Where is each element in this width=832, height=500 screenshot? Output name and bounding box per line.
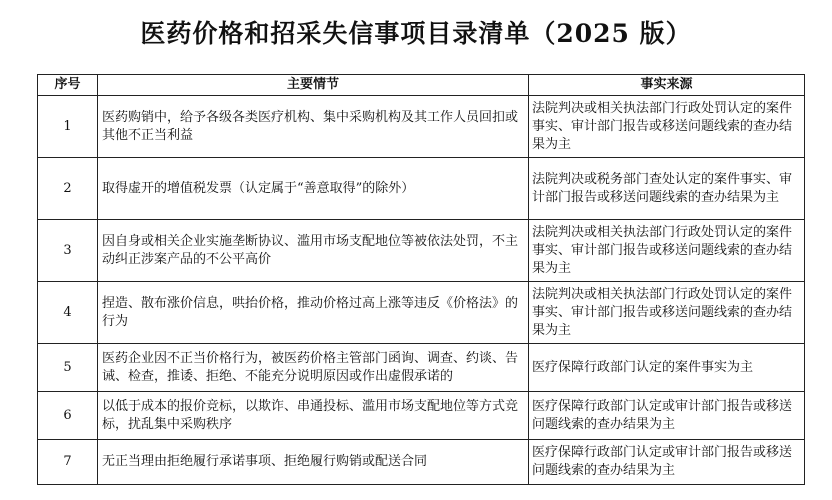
- row-main-plot: 捏造、散布涨价信息，哄抬价格，推动价格过高上涨等违反《价格法》的行为: [98, 282, 529, 344]
- page-title: 医药价格和招采失信事项目录清单（2025 版）: [140, 19, 692, 48]
- row-fact-source: 医疗保障行政部门认定的案件事实为主: [529, 344, 805, 392]
- row-fact-source: 医疗保障行政部门认定或审计部门报告或移送问题线索的查办结果为主: [529, 392, 805, 440]
- table-header-row: [38, 75, 805, 96]
- row-number: 3: [38, 220, 98, 282]
- table-row: [38, 440, 805, 485]
- row-number: 2: [38, 158, 98, 220]
- row-number: 6: [38, 392, 98, 440]
- row-number: 1: [38, 96, 98, 158]
- row-main-plot: 以低于成本的报价竞标，以欺诈、串通投标、滥用市场支配地位等方式竞标，扰乱集中采购秩序: [98, 392, 529, 440]
- row-fact-source: 法院判决或相关执法部门行政处罚认定的案件事实、审计部门报告或移送问题线索的查办结果为主: [529, 282, 805, 344]
- table-row: [38, 344, 805, 392]
- row-number: 5: [38, 344, 98, 392]
- table-row: [38, 96, 805, 158]
- header-no: 序号: [38, 75, 98, 96]
- row-fact-source: 法院判决或相关执法部门行政处罚认定的案件事实、审计部门报告或移送问题线索的查办结果为主: [529, 220, 805, 282]
- table-row: [38, 220, 805, 282]
- header-fact-source: 事实来源: [529, 75, 805, 96]
- row-fact-source: 法院判决或税务部门查处认定的案件事实、审计部门报告或移送问题线索的查办结果为主: [529, 158, 805, 220]
- table-row: [38, 282, 805, 344]
- table-row: [38, 158, 805, 220]
- row-number: 4: [38, 282, 98, 344]
- table-row: [38, 392, 805, 440]
- row-main-plot: 取得虚开的增值税发票（认定属于“善意取得”的除外）: [98, 158, 529, 220]
- row-main-plot: 无正当理由拒绝履行承诺事项、拒绝履行购销或配送合同: [98, 440, 529, 485]
- row-main-plot: 因自身或相关企业实施垄断协议、滥用市场支配地位等被依法处罚，不主动纠正涉案产品的不公平高价: [98, 220, 529, 282]
- row-fact-source: 医疗保障行政部门认定或审计部门报告或移送问题线索的查办结果为主: [529, 440, 805, 485]
- header-main-plot: 主要情节: [98, 75, 529, 96]
- row-main-plot: 医药企业因不正当价格行为，被医药价格主管部门函询、调查、约谈、告诫、检查，推诿、拒绝、不能充分说明原因或作出虚假承诺的: [98, 344, 529, 392]
- catalog-table: [37, 74, 805, 485]
- row-number: 7: [38, 440, 98, 485]
- row-main-plot: 医药购销中，给予各级各类医疗机构、集中采购机构及其工作人员回扣或其他不正当利益: [98, 96, 529, 158]
- row-fact-source: 法院判决或相关执法部门行政处罚认定的案件事实、审计部门报告或移送问题线索的查办结果为主: [529, 96, 805, 158]
